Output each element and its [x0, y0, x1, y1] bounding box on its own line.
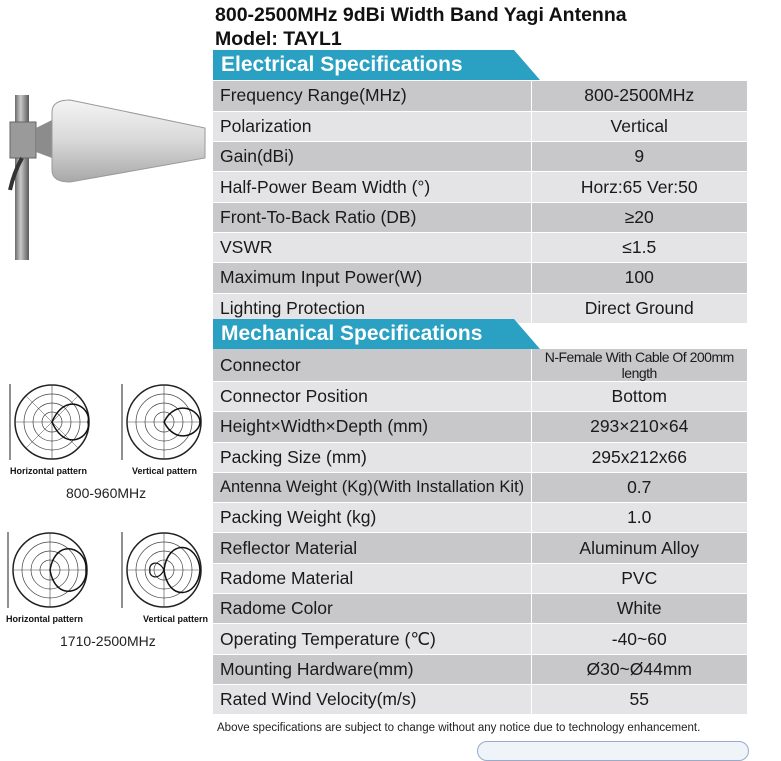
product-title: 800-2500MHz 9dBi Width Band Yagi Antenna	[215, 4, 627, 26]
spec-key: Radome Color	[213, 594, 531, 624]
spec-row	[213, 202, 747, 232]
spec-key: Antenna Weight (Kg)(With Installation Kit)	[213, 472, 531, 502]
spec-row	[213, 142, 747, 172]
spec-value: White	[531, 594, 747, 624]
spec-row	[213, 563, 747, 593]
spec-row	[213, 442, 747, 472]
spec-value: 293×210×64	[531, 412, 747, 442]
spec-key: Connector Position	[213, 382, 531, 412]
spec-value: Bottom	[531, 382, 747, 412]
bottom-pill	[477, 741, 749, 761]
spec-value: -40~60	[531, 624, 747, 654]
spec-value: 9	[531, 142, 747, 172]
electrical-spec-table	[213, 81, 747, 324]
spec-value: 55	[531, 684, 747, 714]
vertical-pattern-label-2: Vertical pattern	[143, 614, 209, 624]
spec-value: 100	[531, 263, 747, 293]
spec-value: 800-2500MHz	[531, 81, 747, 111]
horizontal-pattern-1710-chart	[4, 528, 94, 612]
vertical-pattern-800-chart	[118, 380, 208, 464]
spec-row	[213, 624, 747, 654]
mechanical-spec-table	[213, 349, 747, 715]
spec-key: Frequency Range(MHz)	[213, 81, 531, 111]
spec-key: Reflector Material	[213, 533, 531, 563]
spec-key: Front-To-Back Ratio (DB)	[213, 202, 531, 232]
spec-row	[213, 472, 747, 502]
spec-row	[213, 111, 747, 141]
horizontal-pattern-label: Horizontal pattern	[10, 466, 88, 476]
spec-row	[213, 172, 747, 202]
spec-value: Horz:65 Ver:50	[531, 172, 747, 202]
spec-row	[213, 594, 747, 624]
spec-value: N-Female With Cable Of 200mm length	[531, 349, 747, 382]
spec-key: Maximum Input Power(W)	[213, 263, 531, 293]
spec-row	[213, 412, 747, 442]
mechanical-header	[213, 319, 540, 349]
spec-key: Packing Weight (kg)	[213, 503, 531, 533]
spec-key: VSWR	[213, 232, 531, 262]
horizontal-pattern-label-2: Horizontal pattern	[6, 614, 84, 624]
spec-row	[213, 349, 747, 382]
spec-key: Mounting Hardware(mm)	[213, 654, 531, 684]
spec-row	[213, 654, 747, 684]
band-800-label: 800-960MHz	[66, 485, 147, 501]
spec-row	[213, 382, 747, 412]
spec-value: Ø30~Ø44mm	[531, 654, 747, 684]
spec-key: Rated Wind Velocity(m/s)	[213, 684, 531, 714]
electrical-header-title: Electrical Specifications	[221, 53, 463, 76]
spec-value: ≥20	[531, 202, 747, 232]
horizontal-pattern-800-chart	[6, 380, 96, 464]
spec-value: 0.7	[531, 472, 747, 502]
vertical-pattern-1710-chart	[118, 528, 210, 612]
spec-value: Direct Ground	[531, 293, 747, 323]
antenna-image	[0, 90, 215, 265]
spec-key: Half-Power Beam Width (°)	[213, 172, 531, 202]
vertical-pattern-label: Vertical pattern	[132, 466, 198, 476]
mechanical-header-title: Mechanical Specifications	[221, 322, 483, 345]
spec-key: Operating Temperature (℃)	[213, 624, 531, 654]
spec-value: Vertical	[531, 111, 747, 141]
spec-row	[213, 503, 747, 533]
footer-note: Above specifications are subject to change without any notice due to technology enhancement.	[217, 722, 701, 734]
spec-value: PVC	[531, 563, 747, 593]
spec-row	[213, 232, 747, 262]
spec-row	[213, 81, 747, 111]
product-model: Model: TAYL1	[215, 28, 342, 50]
spec-key: Gain(dBi)	[213, 142, 531, 172]
spec-value: 1.0	[531, 503, 747, 533]
spec-row	[213, 684, 747, 714]
spec-key: Connector	[213, 349, 531, 382]
spec-value: 295x212x66	[531, 442, 747, 472]
spec-row	[213, 263, 747, 293]
spec-row	[213, 533, 747, 563]
spec-key: Radome Material	[213, 563, 531, 593]
spec-key: Polarization	[213, 111, 531, 141]
spec-value: ≤1.5	[531, 232, 747, 262]
spec-key: Lighting Protection	[213, 293, 531, 323]
spec-value: Aluminum Alloy	[531, 533, 747, 563]
electrical-header	[213, 50, 540, 80]
spec-key: Height×Width×Depth (mm)	[213, 412, 531, 442]
band-1710-label: 1710-2500MHz	[60, 633, 156, 649]
spec-key: Packing Size (mm)	[213, 442, 531, 472]
